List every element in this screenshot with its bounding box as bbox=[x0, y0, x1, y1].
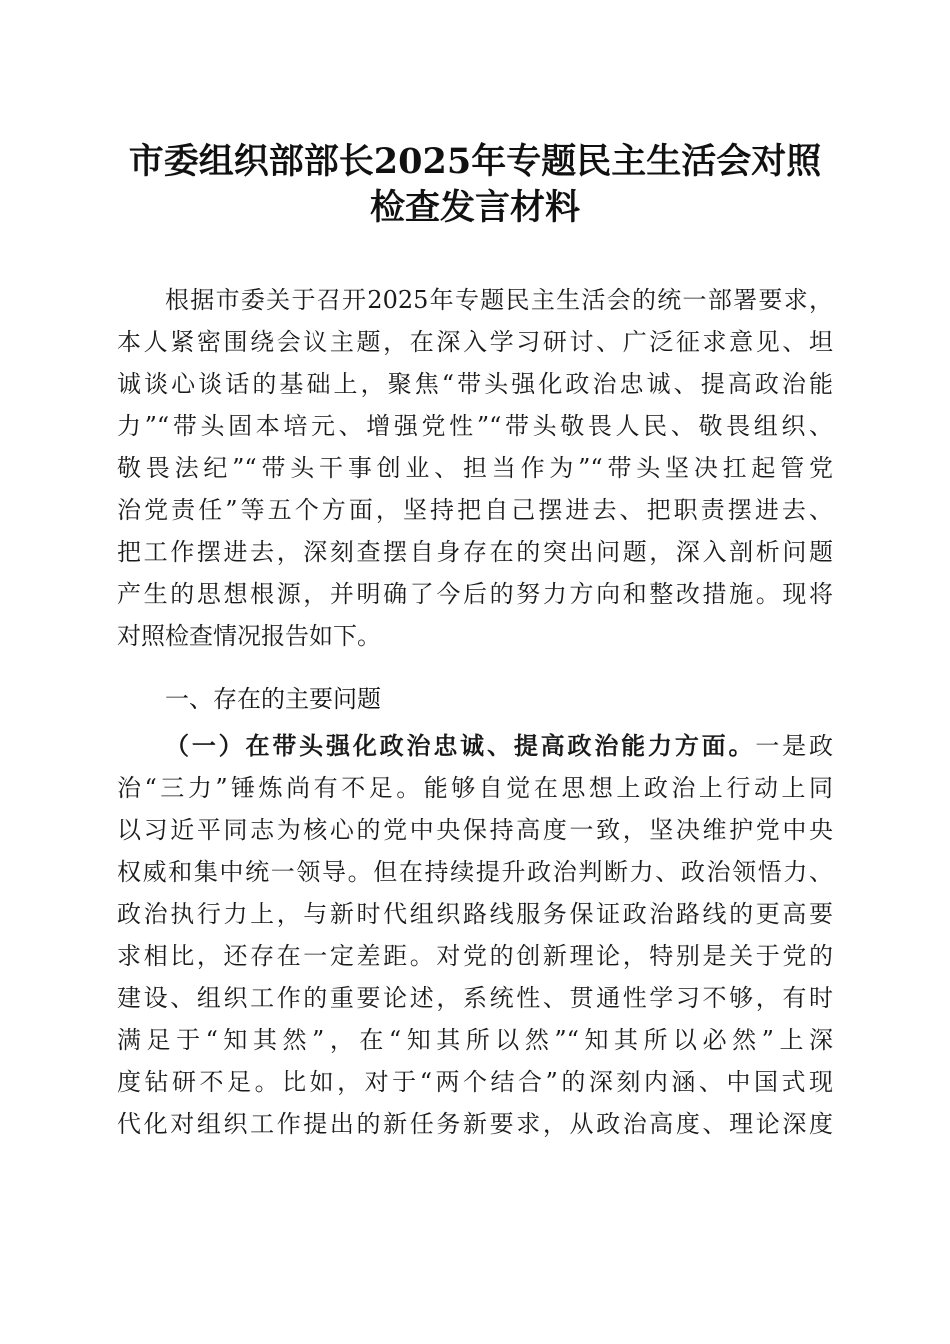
intro-line: 把工作摆进去，深刻查摆自身存在的突出问题，深入剖析问题 bbox=[117, 538, 833, 566]
body-line: 度钻研不足。比如，对于“两个结合”的深刻内涵、中国式现 bbox=[117, 1068, 833, 1096]
subsection-heading: （一）在带头强化政治忠诚、提高政治能力方面。 bbox=[165, 732, 756, 760]
document-title-line-2: 检查发言材料 bbox=[369, 187, 580, 228]
document-title-line-1: 市委组织部部长2025年专题民主生活会对照 bbox=[128, 141, 822, 182]
intro-line: 本人紧密围绕会议主题，在深入学习研讨、广泛征求意见、坦 bbox=[117, 328, 833, 356]
section-heading: 一、存在的主要问题 bbox=[165, 685, 381, 713]
intro-line: 根据市委关于召开2025年专题民主生活会的统一部署要求， bbox=[165, 286, 833, 314]
body-line: 建设、组织工作的重要论述，系统性、贯通性学习不够，有时 bbox=[117, 984, 833, 1012]
body-line: 政治执行力上，与新时代组织路线服务保证政治路线的更高要 bbox=[117, 900, 833, 928]
body-line: 满足于“知其然”，在“知其所以然”“知其所以必然”上深 bbox=[117, 1026, 833, 1054]
body-line: 代化对组织工作提出的新任务新要求，从政治高度、理论深度 bbox=[117, 1110, 833, 1138]
intro-line: 产生的思想根源，并明确了今后的努力方向和整改措施。现将 bbox=[117, 580, 833, 608]
intro-line: 治党责任”等五个方面，坚持把自己摆进去、把职责摆进去、 bbox=[117, 496, 833, 524]
intro-line: 力”“带头固本培元、增强党性”“带头敬畏人民、敬畏组织、 bbox=[117, 412, 833, 440]
subsection-first-line bbox=[165, 729, 833, 763]
subsection-first-line-rest: 一是政 bbox=[755, 732, 834, 760]
intro-line: 敬畏法纪”“带头干事创业、担当作为”“带头坚决扛起管党 bbox=[117, 454, 833, 482]
body-line: 权威和集中统一领导。但在持续提升政治判断力、政治领悟力、 bbox=[117, 858, 833, 886]
body-line: 治“三力”锤炼尚有不足。能够自觉在思想上政治上行动上同 bbox=[117, 774, 833, 802]
intro-line: 诚谈心谈话的基础上，聚焦“带头强化政治忠诚、提高政治能 bbox=[117, 370, 833, 398]
body-line: 以习近平同志为核心的党中央保持高度一致，坚决维护党中央 bbox=[117, 816, 833, 844]
intro-line: 对照检查情况报告如下。 bbox=[117, 622, 381, 650]
body-line: 求相比，还存在一定差距。对党的创新理论，特别是关于党的 bbox=[117, 942, 833, 970]
